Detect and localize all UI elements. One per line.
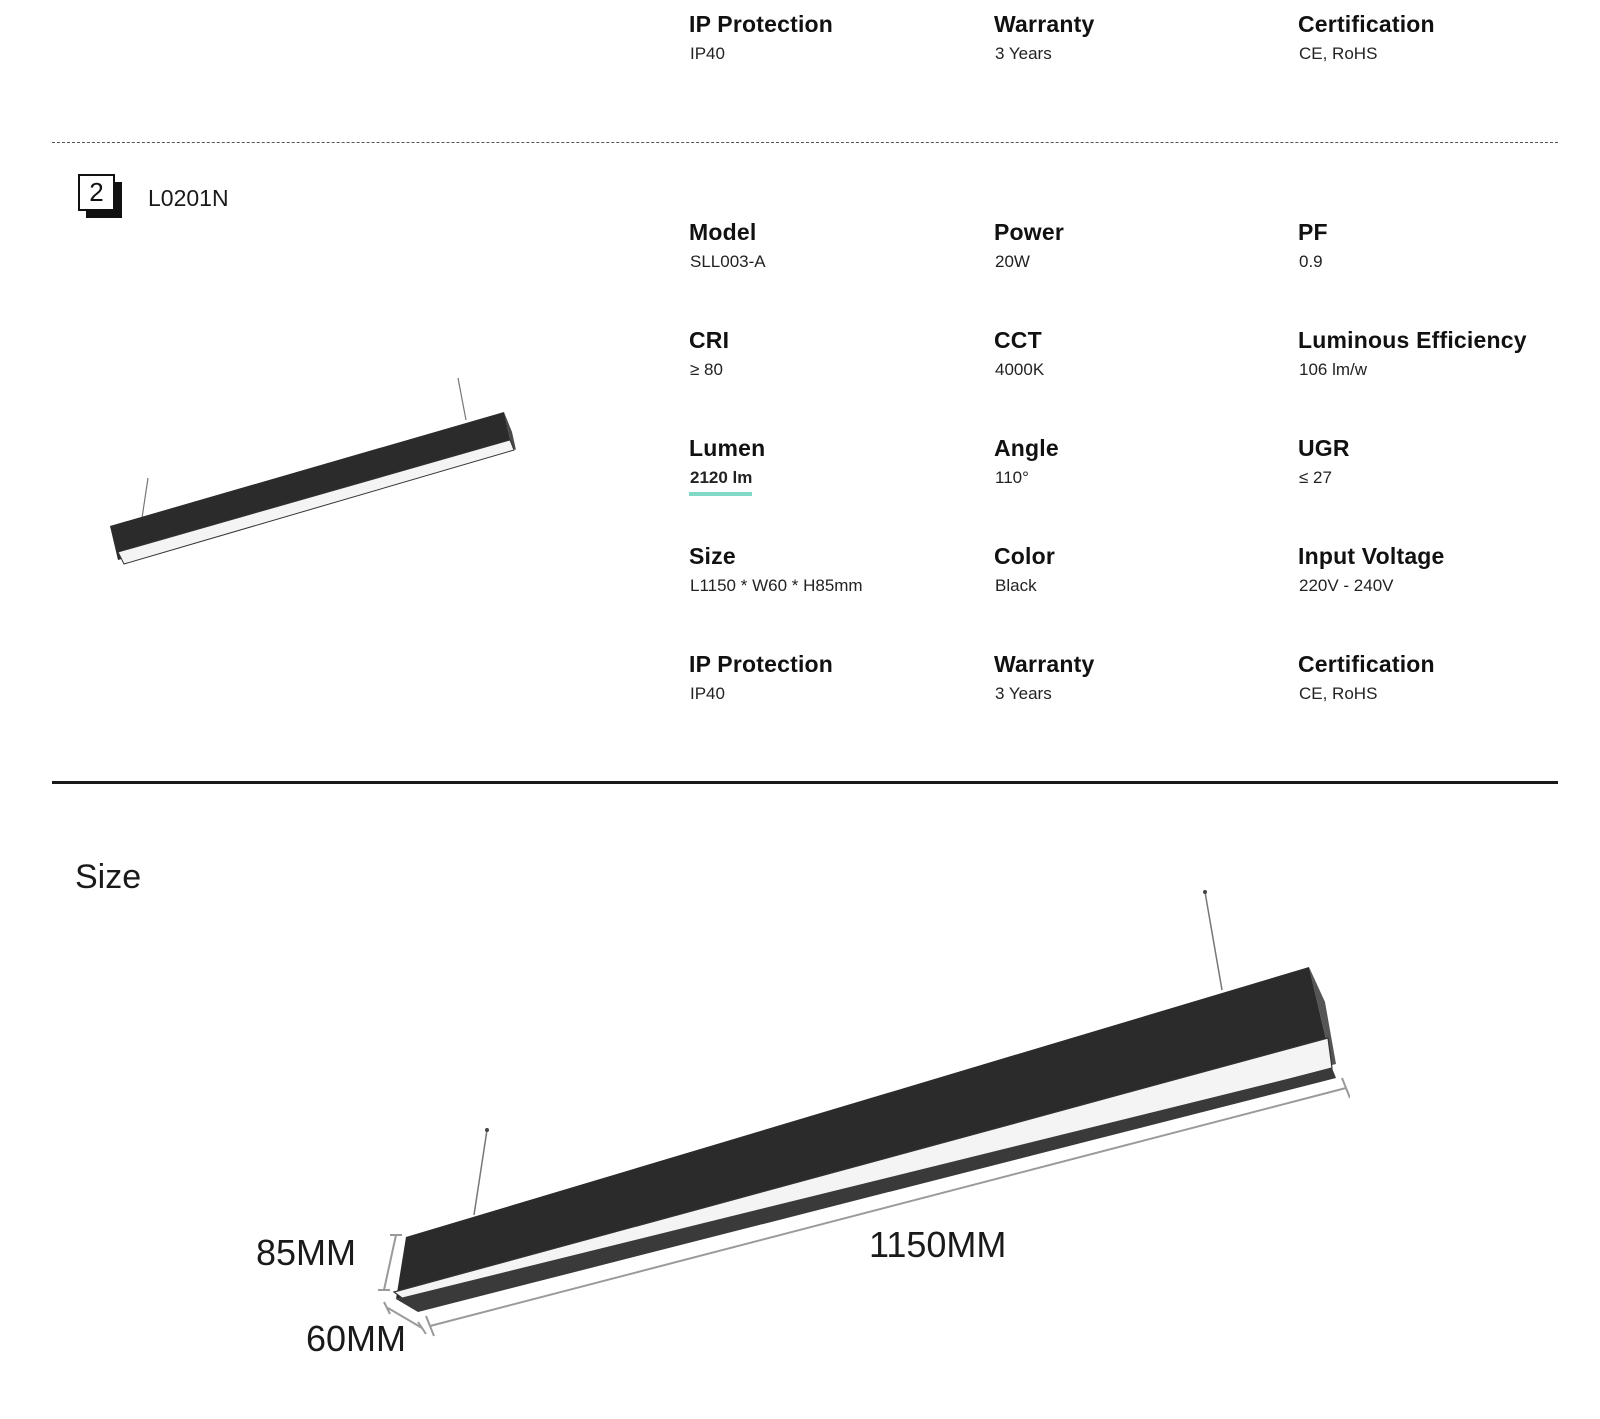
spec-value: 110° (995, 468, 1029, 487)
spec-label: Luminous Efficiency (1298, 327, 1527, 353)
spec-value: L1150 * W60 * H85mm (690, 576, 863, 595)
spec-certification-prev (1298, 10, 1588, 65)
spec-pf (1298, 218, 1588, 273)
spec-label: Model (689, 219, 757, 245)
suspension-wire-left (474, 1130, 487, 1215)
spec-label: Certification (1298, 651, 1435, 677)
spec-label: Lumen (689, 435, 766, 461)
suspension-wire-right (458, 378, 466, 420)
linear-light-thumbnail-image (100, 370, 530, 570)
spec-cri (689, 326, 979, 381)
spec-label: CCT (994, 327, 1042, 353)
height-dimension-line (384, 1235, 396, 1290)
spec-model (689, 218, 979, 273)
spec-label: Power (994, 219, 1065, 245)
spec-label: Input Voltage (1298, 543, 1445, 569)
spec-ugr (1298, 434, 1588, 489)
spec-ip-protection (689, 650, 979, 705)
product-code: L0201N (148, 185, 229, 211)
spec-color (994, 542, 1284, 597)
spec-value: 3 Years (995, 44, 1052, 63)
spec-cct (994, 326, 1284, 381)
height-dimension-label: 85MM (256, 1232, 357, 1273)
spec-power (994, 218, 1284, 273)
suspension-wire-left (142, 478, 148, 518)
spec-certification (1298, 650, 1588, 705)
spec-warranty (994, 650, 1284, 705)
spec-value: Black (995, 576, 1037, 595)
width-dimension-label: 60MM (306, 1318, 407, 1359)
spec-label: IP Protection (689, 11, 834, 37)
spec-warranty-prev (994, 10, 1284, 65)
spec-value: 20W (995, 252, 1030, 271)
spec-value: CE, RoHS (1299, 684, 1378, 703)
spec-input-voltage (1298, 542, 1588, 597)
spec-label: Color (994, 543, 1056, 569)
spec-lumen (689, 434, 979, 496)
suspension-wire-right (1205, 892, 1222, 990)
spec-label: CRI (689, 327, 730, 353)
spec-value: ≤ 27 (1299, 468, 1332, 487)
spec-value: IP40 (690, 684, 725, 703)
spec-value: 220V - 240V (1299, 576, 1394, 595)
section-divider (52, 781, 1558, 784)
linear-light-dimension-drawing (370, 880, 1350, 1350)
spec-value: CE, RoHS (1299, 44, 1378, 63)
spec-label: IP Protection (689, 651, 834, 677)
spec-value: SLL003-A (690, 252, 766, 271)
spec-size (689, 542, 979, 597)
fixture-diffuser (118, 440, 514, 564)
spec-label: UGR (1298, 435, 1350, 461)
dashed-divider (52, 142, 1558, 143)
product-index-badge (78, 174, 122, 218)
size-section-title: Size (75, 858, 142, 896)
spec-ip-protection-prev (689, 10, 979, 65)
spec-value-highlighted: 2120 lm (689, 467, 752, 496)
length-dimension-label: 1150MM (869, 1224, 1007, 1265)
spec-label: Warranty (994, 11, 1095, 37)
spec-label: PF (1298, 219, 1328, 245)
product-index-number: 2 (78, 174, 115, 211)
spec-value: 0.9 (1299, 252, 1323, 271)
spec-angle (994, 434, 1284, 489)
spec-value: ≥ 80 (690, 360, 723, 379)
fixture-body (396, 967, 1332, 1299)
spec-value: 4000K (995, 360, 1045, 379)
spec-label: Certification (1298, 11, 1435, 37)
spec-value: IP40 (690, 44, 725, 63)
spec-label: Size (689, 543, 736, 569)
spec-label: Warranty (994, 651, 1095, 677)
spec-value: 3 Years (995, 684, 1052, 703)
spec-luminous-efficiency (1298, 326, 1588, 381)
spec-value: 106 lm/w (1299, 360, 1368, 379)
spec-label: Angle (994, 435, 1059, 461)
